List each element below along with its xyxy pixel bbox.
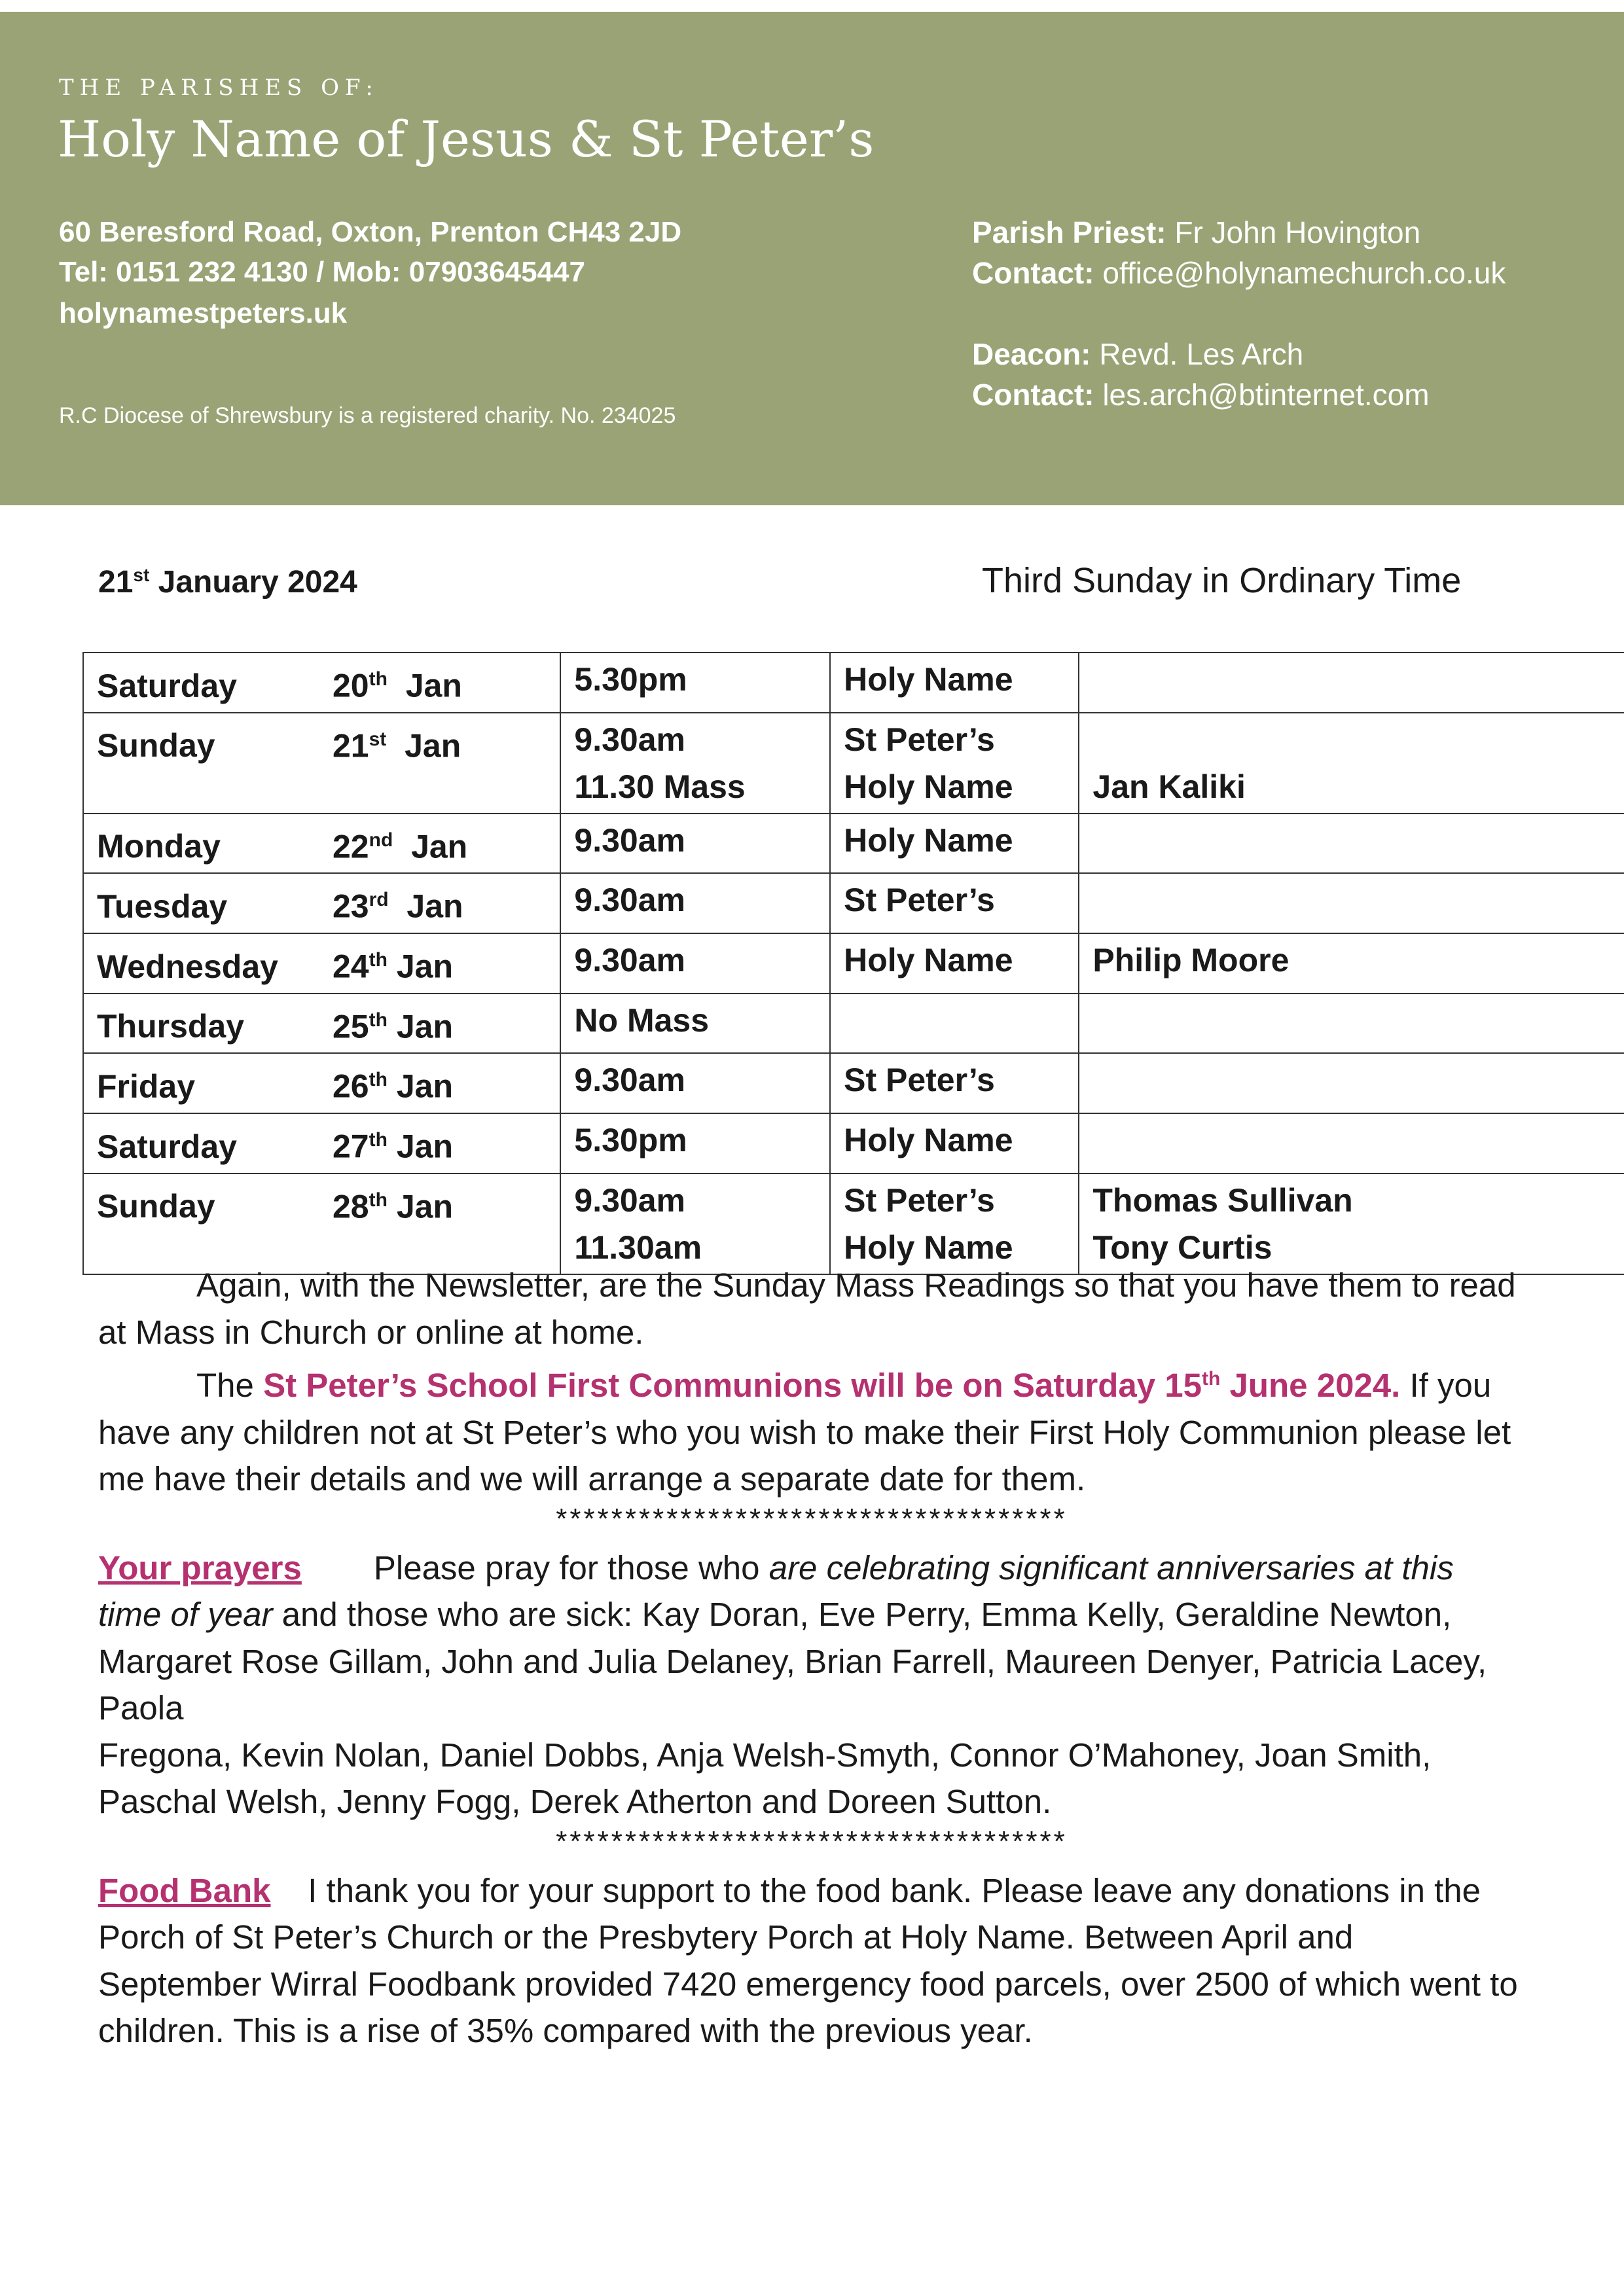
contact-email-2[interactable]: les.arch@btinternet.com (1094, 378, 1430, 412)
schedule-time-2: 11.30am (574, 1229, 702, 1266)
schedule-date: 27 (333, 1128, 369, 1165)
prayers-heading: Your prayers (98, 1549, 302, 1587)
communion-notice (98, 1355, 1525, 1503)
schedule-time: 9.30am (574, 941, 685, 978)
contact-label-2: Contact: (972, 378, 1094, 412)
schedule-place-cell (830, 1053, 1079, 1113)
schedule-month: Jan (387, 1067, 454, 1105)
schedule-date-suffix: rd (369, 889, 389, 911)
schedule-month: Jan (386, 727, 461, 764)
schedule-month: Jan (387, 667, 462, 704)
schedule-day: Thursday (97, 1008, 245, 1045)
schedule-place: Holy Name (844, 661, 1013, 698)
schedule-intention (1092, 656, 1611, 703)
prayers-notice (98, 1545, 1525, 1732)
schedule-date-suffix: th (369, 1128, 388, 1151)
deacon-label: Deacon: (972, 337, 1091, 371)
schedule-day: Sunday (97, 1188, 215, 1225)
schedule-date-suffix: th (369, 1069, 388, 1091)
schedule-time-cell (560, 713, 830, 814)
prayers-intro: Please pray for those who (373, 1549, 769, 1587)
schedule-row (83, 1113, 1624, 1174)
readings-notice (98, 1262, 1525, 1355)
schedule-place-cell (830, 933, 1079, 994)
liturgical-occasion: Third Sunday in Ordinary Time (982, 561, 1462, 600)
schedule-intention (1092, 716, 1611, 763)
schedule-intention-cell (1079, 1053, 1624, 1113)
schedule-intention-2: Tony Curtis (1092, 1229, 1272, 1266)
schedule-time-2: 11.30 Mass (574, 768, 746, 805)
schedule-date-cell (83, 1174, 560, 1274)
communion-highlight (263, 1367, 1400, 1404)
date-day: 21 (98, 565, 134, 600)
schedule-intention (1092, 817, 1611, 864)
schedule-day: Saturday (97, 1128, 237, 1165)
schedule-month: Jan (387, 1008, 454, 1045)
schedule-row (83, 1053, 1624, 1113)
schedule-row (83, 653, 1624, 713)
schedule-day: Wednesday (97, 948, 278, 985)
communion-post: If you have any children not at St Peter’s who you wish to make their First Holy Communion please let me have their details and we will arrange a separate date for them. (98, 1367, 1511, 1498)
schedule-day: Sunday (97, 727, 215, 764)
schedule-date: 24 (333, 948, 369, 985)
schedule-intention-cell (1079, 933, 1624, 994)
schedule-time: 9.30am (574, 1181, 685, 1219)
mass-schedule-table (82, 652, 1624, 1275)
communion-sup: th (1202, 1368, 1221, 1390)
schedule-date: 26 (333, 1067, 369, 1105)
schedule-intention-cell (1079, 994, 1624, 1054)
newsletter-date (98, 564, 357, 600)
schedule-intention-cell (1079, 713, 1624, 814)
schedule-place: Holy Name (844, 1121, 1013, 1158)
schedule-date: 21 (333, 727, 369, 764)
schedule-month: Jan (388, 888, 463, 925)
schedule-date-suffix: st (369, 728, 387, 750)
contact-line-1 (972, 255, 1506, 291)
schedule-intention (1092, 876, 1611, 924)
schedule-month: Jan (387, 1188, 454, 1225)
charity-notice: R.C Diocese of Shrewsbury is a registered charity. No. 234025 (59, 403, 676, 428)
prayers-names-2: Fregona, Kevin Nolan, Daniel Dobbs, Anja Welsh-Smyth, Connor O’Mahoney, Joan Smith, Paschal Welsh, Jenny Fogg, Derek Atherton and Doreen Sutton. (98, 1736, 1432, 1820)
schedule-date-cell (83, 1053, 560, 1113)
schedule-time-cell (560, 873, 830, 933)
deacon-name: Revd. Les Arch (1091, 337, 1304, 371)
communion-highlight-text-2: June 2024. (1220, 1367, 1401, 1404)
schedule-date: 25 (333, 1008, 369, 1045)
schedule-time: 5.30pm (574, 1121, 687, 1158)
phone: Tel: 0151 232 4130 / Mob: 07903645447 (59, 256, 585, 288)
schedule-date-cell (83, 653, 560, 713)
date-rest: January 2024 (149, 565, 357, 600)
schedule-day: Saturday (97, 667, 237, 704)
schedule-date-cell (83, 814, 560, 874)
schedule-place: St Peter’s (844, 882, 995, 919)
schedule-place (844, 997, 1065, 1044)
divider-stars-2: ************************************* (556, 1825, 1068, 1857)
schedule-intention-cell (1079, 653, 1624, 713)
schedule-place-cell (830, 1174, 1079, 1274)
schedule-intention-cell (1079, 1113, 1624, 1174)
schedule-time-cell (560, 1174, 830, 1274)
notices (98, 1262, 1525, 2054)
schedule-date-cell (83, 873, 560, 933)
schedule-row (83, 713, 1624, 814)
schedule-date-suffix: th (369, 668, 388, 690)
schedule-date: 28 (333, 1188, 369, 1225)
schedule-intention (1092, 1117, 1611, 1164)
prayers-names: and those who are sick: Kay Doran, Eve Perry, Emma Kelly, Geraldine Newton, Margaret Rose Gillam, John and Julia Delaney, Brian Farrell, Maureen Denyer, Patricia Lacey, Paola (98, 1596, 1487, 1727)
contact-email-1[interactable]: office@holynamechurch.co.uk (1094, 256, 1506, 290)
schedule-day: Tuesday (97, 888, 228, 925)
schedule-time-cell (560, 933, 830, 994)
contact-line-2 (972, 377, 1430, 412)
website-link[interactable]: holynamestpeters.uk (59, 297, 348, 329)
schedule-place: Holy Name (844, 941, 1013, 978)
contact-label-1: Contact: (972, 256, 1094, 290)
schedule-row (83, 994, 1624, 1054)
schedule-time: 9.30am (574, 721, 685, 758)
address: 60 Beresford Road, Oxton, Prenton CH43 2JD (59, 216, 682, 248)
schedule-day: Monday (97, 828, 221, 865)
schedule-day: Friday (97, 1067, 196, 1105)
schedule-place-cell (830, 1113, 1079, 1174)
schedule-intention-2: Jan Kaliki (1092, 768, 1246, 805)
schedule-row (83, 873, 1624, 933)
schedule-time-cell (560, 1113, 830, 1174)
mass-schedule-body (83, 653, 1624, 1274)
schedule-date-cell (83, 713, 560, 814)
schedule-time: 5.30pm (574, 661, 687, 698)
schedule-place: St Peter’s (844, 1181, 995, 1219)
schedule-intention-cell (1079, 873, 1624, 933)
schedule-place-cell (830, 994, 1079, 1054)
schedule-place-2: Holy Name (844, 768, 1013, 805)
schedule-place-cell (830, 814, 1079, 874)
schedule-date-suffix: th (369, 1009, 388, 1031)
schedule-intention: Philip Moore (1092, 941, 1290, 978)
schedule-date: 23 (333, 888, 369, 925)
schedule-place: St Peter’s (844, 721, 995, 758)
schedule-place: Holy Name (844, 821, 1013, 859)
schedule-place-cell (830, 713, 1079, 814)
schedule-month: Jan (387, 948, 454, 985)
schedule-date-cell (83, 994, 560, 1054)
divider-stars: ************************************* (556, 1502, 1068, 1535)
communion-highlight-text: St Peter’s School First Communions will be on Saturday 15 (263, 1367, 1202, 1404)
schedule-date: 20 (333, 667, 369, 704)
foodbank-text: I thank you for your support to the food bank. Please leave any donations in the Porch of St Peter’s Church or the Presbytery Porch at Holy Name. Between April and September Wirral Foodbank provided 7420 emergency food parcels, over 2500 of which went to children. This is a rise of 35% compared with the previous year. (98, 1871, 1518, 2049)
header-banner (0, 12, 1624, 505)
schedule-intention: Thomas Sullivan (1092, 1181, 1353, 1219)
schedule-place-cell (830, 873, 1079, 933)
schedule-time-cell (560, 814, 830, 874)
schedule-intention-cell (1079, 814, 1624, 874)
schedule-intention (1092, 997, 1611, 1044)
schedule-time-cell (560, 1053, 830, 1113)
schedule-date-cell (83, 1113, 560, 1174)
schedule-row (83, 814, 1624, 874)
readings-text: Again, with the Newsletter, are the Sunday Mass Readings so that you have them to read at Mass in Church or online at home. (98, 1266, 1516, 1351)
parish-title: Holy Name of Jesus & St Peter’s (58, 110, 875, 168)
schedule-row (83, 1174, 1624, 1274)
schedule-place: St Peter’s (844, 1062, 995, 1099)
priest-line (972, 215, 1420, 250)
schedule-intention-cell (1079, 1174, 1624, 1274)
schedule-row (83, 933, 1624, 994)
schedule-date-suffix: nd (369, 829, 393, 851)
header-kicker: THE PARISHES OF: (59, 75, 379, 101)
schedule-time: No Mass (574, 1001, 710, 1039)
foodbank-notice (98, 1867, 1525, 2054)
schedule-time: 9.30am (574, 1062, 685, 1099)
schedule-date-suffix: th (369, 1189, 388, 1211)
schedule-place-cell (830, 653, 1079, 713)
prayers-italic: are celebrating significant anniversaries at this time of year (98, 1549, 1454, 1633)
schedule-intention (1092, 1056, 1611, 1103)
schedule-date-cell (83, 933, 560, 994)
foodbank-heading: Food Bank (98, 1871, 271, 1909)
schedule-time: 9.30am (574, 821, 685, 859)
schedule-date-suffix: th (369, 948, 388, 971)
date-suffix: st (133, 565, 150, 585)
schedule-place-2: Holy Name (844, 1229, 1013, 1266)
priest-label: Parish Priest: (972, 215, 1166, 249)
communion-pre: The (196, 1367, 264, 1404)
schedule-time: 9.30am (574, 882, 685, 919)
schedule-time-cell (560, 994, 830, 1054)
schedule-month: Jan (393, 828, 468, 865)
schedule-month: Jan (387, 1128, 454, 1165)
schedule-date: 22 (333, 828, 369, 865)
priest-name: Fr John Hovington (1166, 215, 1421, 249)
schedule-time-cell (560, 653, 830, 713)
deacon-line (972, 336, 1303, 372)
